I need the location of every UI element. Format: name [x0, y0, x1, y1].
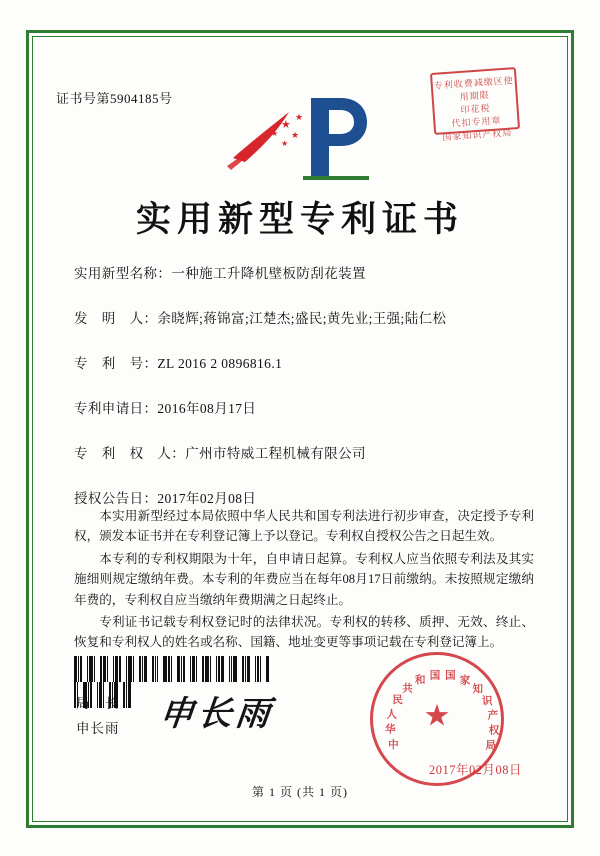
cnipa-patent-logo [50, 92, 550, 184]
field-row-patent-number [74, 352, 540, 372]
seal-star-icon: ★ [423, 699, 451, 733]
tax-stamp-line-4: 国家知识产权局 [442, 127, 513, 143]
field-row-grant-date [74, 487, 540, 507]
border-corner-bottom-left [26, 810, 44, 828]
svg-text:★: ★ [271, 129, 279, 138]
field-value: 2016年08月17日 [157, 401, 257, 416]
svg-text:★: ★ [281, 139, 289, 148]
border-corner-bottom-right [556, 810, 574, 828]
svg-text:★: ★ [291, 130, 300, 140]
legal-paragraph: 本实用新型经过本局依照中华人民共和国专利法进行初步审查，决定授予专利权，颁发本证书并在专利登记簿上予以登记。专利权自授权公告之日起生效。 [74, 509, 534, 544]
legal-paragraph: 专利证书记载专利权登记时的法律状况。专利权的转移、质押、无效、终止、恢复和专利权人的姓名或名称、国籍、地址变更等事项记载在专利登记簿上。 [74, 614, 534, 650]
field-label: 专 利 号： [74, 356, 158, 371]
page-footer: 第 1 页 (共 1 页) [252, 785, 348, 799]
certificate-content [50, 54, 550, 806]
field-value: 余晓辉;蒋锦富;江楚杰;盛民;黄先业;王强;陆仁松 [157, 311, 447, 326]
field-label: 授权公告日： [74, 491, 158, 506]
field-label: 发 明 人： [74, 311, 158, 326]
field-label: 实用新型名称： [74, 266, 172, 281]
seal-date: 2017年02月08日 [428, 763, 522, 777]
tax-stamp-line-1: 专利收费减缴区使用期限 [433, 75, 514, 103]
handwritten-signature: 申长雨 [157, 696, 276, 733]
field-row-patentee [74, 442, 540, 462]
field-value: 广州市特威工程机械有限公司 [185, 446, 366, 461]
signature-role-label: 局 长 [76, 696, 120, 711]
field-row-application-date [74, 397, 540, 417]
legal-paragraph: 本专利的专利权期限为十年，自申请日起算。专利权人应当依照专利法及其实施细则规定缴纳年费。本专利的年费应当在每年08月17日前缴纳。未按照规定缴纳年费的，专利权自应当缴纳年费期满之日起终止。 [74, 551, 534, 607]
border-corner-top-right [556, 30, 574, 48]
svg-text:★: ★ [281, 119, 291, 131]
field-row-invention-name [74, 262, 540, 282]
certificate-number: 证书号第5904185号 [56, 91, 173, 106]
field-label: 专 利 权 人： [74, 446, 186, 461]
field-value: 2017年02月08日 [157, 491, 257, 506]
legal-body-text [74, 506, 534, 655]
field-row-inventors [74, 307, 540, 327]
signature-block [76, 692, 120, 742]
field-value: ZL 2016 2 0896816.1 [157, 356, 283, 371]
tax-stamp-line-3: 代扣专用章 [451, 115, 502, 129]
seal-ring-text: 中 华 人 民 共 和 国 国 家 知 识 产 权 局 [385, 670, 500, 752]
tax-stamp-line-2: 印花税 [460, 103, 491, 116]
field-value: 一种施工升降机壁板防刮花装置 [171, 266, 366, 281]
field-list [74, 262, 540, 532]
field-label: 专利申请日： [74, 401, 158, 416]
svg-text:★: ★ [295, 112, 304, 122]
signature-name-label: 申长雨 [76, 720, 120, 736]
border-corner-top-left [26, 30, 44, 48]
barcode [74, 656, 270, 682]
page-title: 实用新型专利证书 [135, 200, 464, 239]
